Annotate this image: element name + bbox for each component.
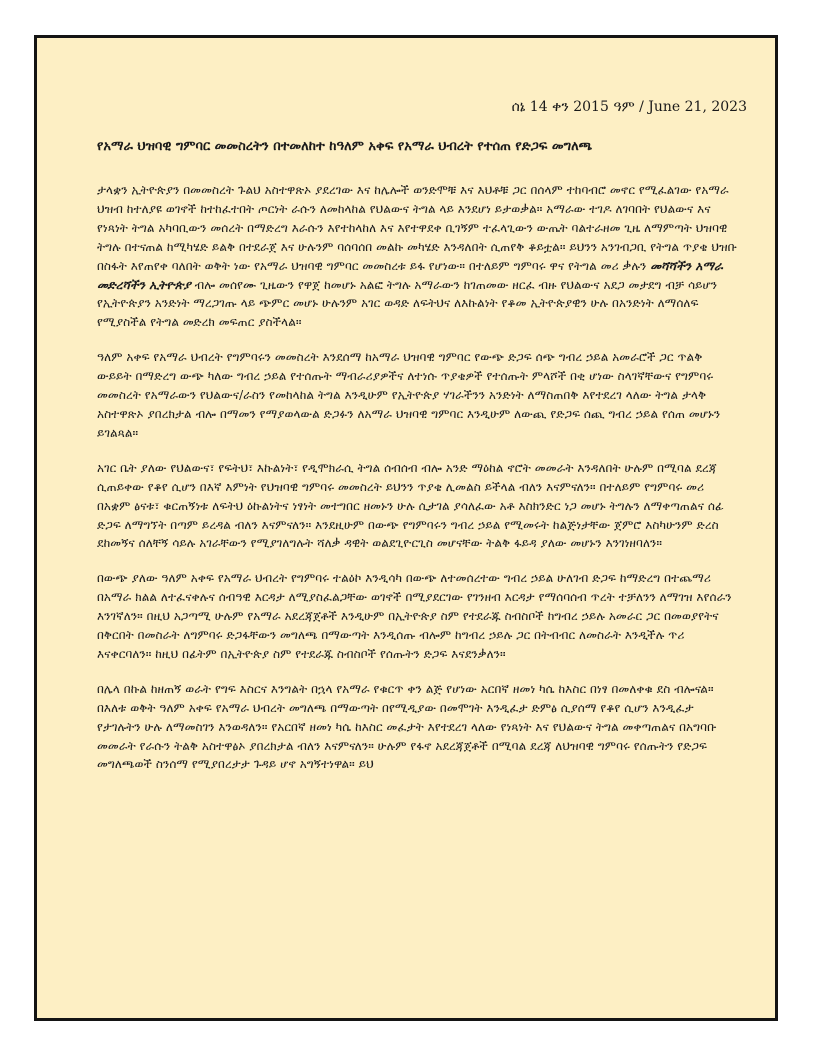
paragraph-2: [97, 348, 737, 443]
document-date: ሰኔ 14 ቀን 2015 ዓም / June 21, 2023: [511, 99, 747, 115]
paragraph-3: [97, 459, 737, 554]
paragraph-1: [97, 181, 737, 332]
paragraph-1-text-after: ብሎ መሰየሙ ጊዜውን የዋጀ ከመሆኑ አልፎ ትግሉ አማራውን ከገጠመው ዘርፈ ብዙ የህልውና አደጋ መታደግ ብቻ ሳይሆን የኢትዮጵያን አንድነት ማረጋገጡ ላይ ጭምር መሆኑ ሁሉንም አገር ወዳድ ለፍትህና ለእኩልነት የቆመ ኢትዮጵያዊን ሁሉ በአንድነት ለማሰለፍ የሚያስችል የትግል መድረክ መፍጠር ያስችላል።: [97, 277, 718, 330]
document-body: [97, 181, 737, 790]
paragraph-2-text: ዓለም አቀፍ የአማራ ህብረት የግምባሩን መመስረት እንደሰማ ከአማራ ህዝባዊ ግምባር የውጭ ድጋፍ ሰጭ ግብረ ኃይል አመራሮች ጋር ጥልቅ ውይይት በማድረግ ውጭ ካለው ግብረ ኃይል የተሰጡት ማብራሪያዎችና ለተነሱ ጥያቄዎች የተሰጡት ምላሾች በቂ ሆነው ስላገኛቸውና የግምባሩ መመስረት የአማራውን የህልውና/ራስን የመከላከል ትግል እንዲሁም የኢትዮጵያ ሃገራችንን አንድነት ለማስጠበቅ እየተደረገ ላለው ትግል ታላቅ አስተዋጽኦ ያበረክታል ብሎ በማመን የማያወላውል ድጋፉን ለአማራ ህዝባዊ ግምባር እንዲሁም ለውጪ የድጋፍ ሰጪ ግብረ ኃይል የሰጠ መሆኑን ይገልጻል።: [97, 350, 721, 440]
paragraph-1-text-before: ታላቋን ኢትዮጵያን በመመስረት ጉልህ አስተዋጽኦ ያደረገው እና ከሌሎች ወንድሞቹ እና እህቶቹ ጋር በሰላም ተከባብሮ መኖር የሚፈልገው የአማራ ህዝብ ከተለያዩ ወገኖች ከተከፈተበት ጦርነት ራሱን ለመከላከል የህልውና ትግል ላይ እንደሆነ ይታወቃል። አማራው ተገዶ ለገባበት የህልውና እና የነጻነት ትግል አካባቢውን መሰረት በማድረግ እራሱን እየተከላከለ እና እየተዋደቀ ቢገኝም ተፈላጊውን ውጤት ባልተራዘመ ጊዜ ለማምጣት ህዝባዊ ትግሉ በተናጠል ከሚካሄድ ይልቅ በተደራጀ እና ሁሉንም ባሰባሰበ መልኩ መካሄድ እንዳለበት ሲጠየቅ ቆይቷል። ይህንን አንገብጋቢ የትግል ጥያቄ ህዝቡ በስፋት እየጠየቀ ባለበት ወቅት ነው የአማራ ህዝባዊ ግምባር መመስረቱ ይፋ የሆነው። በተለይም ግምባሩ ዋና የትግል መሪ ቃሉን: [97, 183, 737, 273]
document-title: የአማራ ህዝባዊ ግምባር መመስረትን በተመለከተ ከዓለም አቀፍ የአማራ ህብረት የተሰጠ የድጋፍ መግለጫ: [97, 139, 593, 154]
paragraph-3-text: አገር ቤት ያለው የህልውና፣ የፍትህ፣ እኩልነት፣ የዲሞክራሲ ትግል ሰብሰብ ብሎ አንድ ማዕከል ኖሮት መመራት እንዳለበት ሁሉም በሚባል ደረጃ ሲጠይቀው የቆየ ሲሆን በእኛ እምነት የህዝባዊ ግምባሩ መመስረት ይህንን ጥያቄ ሊመልስ ይችላል ብለን እናምናለን። በተለይም የግምባሩ መሪ በአቋም ፅናቱ፣ ቁርጠኝነቱ ለፍትህ ዕኩልነትና ነፃነት መተግበር ዘመኑን ሁሉ ሲታገል ያሳለፈው አቶ እስክንድር ነጋ መሆኑ ትግሉን ለማቀጣጠልና ሰፊ ድጋፍ ለማግኘት በጣም ይረዳል ብለን እናምናለን። እንደዚሁም በውጭ የግምባሩን ግብረ ኃይል የሚመሩት ከልጅነታቸው ጀምሮ እስካሁንም ድረስ ደከመኝና ሰለቸኝ ሳይሉ አገራቸውን የሚያገለግሉት ሻለቃ ዳዊት ወልደጊዮርጊስ መሆናቸው ትልቅ ፋይዳ ያለው መሆኑን እንገነዘባለን።: [97, 460, 724, 551]
document-page: [34, 35, 778, 1021]
paragraph-4: [97, 569, 737, 664]
paragraph-4-text: በውጭ ያለው ዓለም አቀፍ የአማራ ህብረት የግምባሩ ተልዕኮ እንዲሳካ በውጭ ለተመሰረተው ግብረ ኃይል ሁለገብ ድጋፍ ከማድረግ በተጨማሪ በአማራ ክልል ለተፈናቀሉና ሰብዓዊ እርዳታ ለሚያስፈልጋቸው ወገኖች በሚያደርገው የገንዘብ እርዳታ የማሰባሰብ ጥረት ተቻለንን ለማገዝ እየሰራን እንገኛለን። በዚህ አጋጣሚ ሁሉም የአማራ አደረጃጀቶች እንዲሁም በኢትዮጵያ ስም የተደራጁ ስብስቦች ከግብረ ኃይሉ አመራር ጋር በመወያየትና በቅርበት በመስራት ለግምባሩ ድጋፋቸውን መግለጫ በማውጣት እንዲሰጡ ብሎም ከግብረ ኃይሉ ጋር በትብብር ለመስራት እንዲችሉ ጥሪ እናቀርባለን። ከዚህ በፊትም በኢትዮጵያ ስም የተደራጁ ስብስቦች የሰጡትን ድጋፍ እናደንቃለን።: [97, 571, 732, 661]
paragraph-1-emphasis: መሻሻችን አማራ መድረሻችን ኢትዮጵያ: [97, 258, 723, 292]
paragraph-5-text: በሌላ በኩል ከዘጠኝ ወራት የግፍ እስርና እንግልት በኋላ የአማራ የቁርጥ ቀን ልጅ የሆነው አርበኛ ዘመነ ካሴ ከእስር በነፃ በመለቀቁ ደስ ብሎናል። በእለቱ ወቅት ዓለም አቀፍ የአማራ ህብረት መግለጫ በማውጣት በየሚዲያው በመሞገት እንዲፈታ ድምፅ ሲያሰማ የቆየ ሲሆን እንዲፈታ የታገሉትን ሁሉ ለማመስገን እንወዳለን። የአርበኛ ዘመነ ካሴ ከእስር መፈታት እየተደረገ ላለው የነጻነት እና የህልውና ትግል መቀጣጠልና በአግባቡ መመራት የራሱን ትልቅ አስተዋፅኦ ያበረክታል ብለን እናምናለን። ሁሉም የፋኖ አደረጃጀቶች በሚባል ደረጃ ለህዝባዊ ግምባሩ የሰጡትን የድጋፍ መግለጫወች ስንሰማ የሚያበረታታ ጉዳይ ሆኖ አግኝተነዋል። ይህ: [97, 681, 717, 772]
paragraph-5: [97, 680, 737, 775]
